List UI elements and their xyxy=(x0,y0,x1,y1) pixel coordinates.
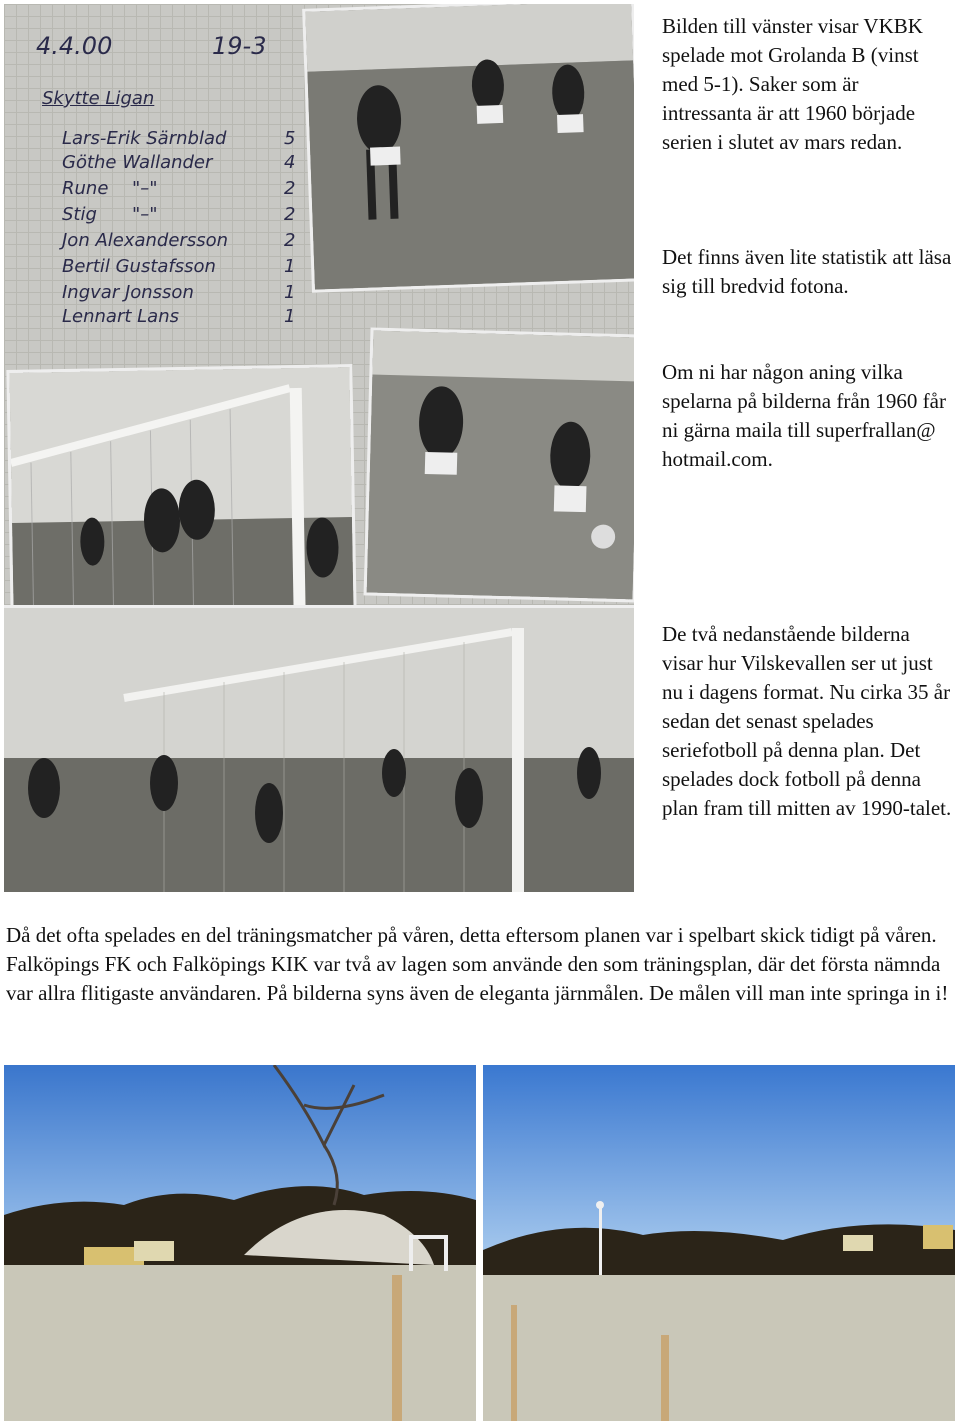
note-row-goals: 2 xyxy=(284,230,296,251)
paragraph-contact-request xyxy=(662,358,952,474)
paragraph-text: De två nedanstående bilderna visar hur Vilskevallen ser ut just nu i dagens format. Nu cirka 35 år sedan det senast spelades seriefotboll på denna plan. Det spelades dock fotboll på denna plan fram till mitten av 1990-talet. xyxy=(662,622,952,820)
photo-frosty-field-right xyxy=(483,1065,955,1421)
note-row-goals: 5 xyxy=(284,128,296,149)
paragraph-text: Om ni har någon aning vilka spelarna på bilderna från 1960 får ni gärna maila till superfrallan@ hotmail.com. xyxy=(662,360,946,471)
paragraph-training-matches: Då det ofta spelades en del träningsmatcher på våren, detta eftersom planen var i spelbart skick tidigt på våren. Falköpings FK och Falköpings KIK var två av lagen som använde den som träningsplan, där det första nämnda var allra flitigaste användaren. På bilderna syns även de eleganta järnmålen. De målen vill man inte springa in i! xyxy=(6,923,949,1005)
note-row-goals: 2 xyxy=(284,204,296,225)
bw-photo-goal-wide xyxy=(4,608,634,892)
note-row-name: Jon Alexandersson xyxy=(62,230,229,251)
note-date: 4.4.00 xyxy=(36,32,113,60)
note-row-name: Bertil Gustafsson xyxy=(62,256,216,277)
note-row-name: Lars-Erik Särnblad xyxy=(62,128,227,149)
bw-photo-kick xyxy=(367,331,634,600)
paragraph-statistics-note xyxy=(662,243,952,301)
note-row-goals: 4 xyxy=(284,152,296,173)
note-row-name: Rune xyxy=(62,178,109,199)
note-row-goals: 1 xyxy=(284,282,296,303)
note-score: 19-3 xyxy=(212,32,267,60)
paragraph-vilskevallen-today xyxy=(662,620,952,823)
note-row-name: Göthe Wallander xyxy=(62,152,213,173)
note-row-goals: 1 xyxy=(284,256,296,277)
note-ditto-mark: "–" xyxy=(132,204,158,225)
note-row-name: Lennart Lans xyxy=(62,306,179,327)
bw-photo-match-action xyxy=(305,4,634,290)
paragraph-text: Det finns även lite statistik att läsa sig till bredvid fotona. xyxy=(662,245,952,298)
scrapbook-page xyxy=(4,4,634,892)
note-ditto-mark: "–" xyxy=(132,178,158,199)
note-row-name: Stig xyxy=(62,204,97,225)
paragraph-match-description xyxy=(662,12,952,157)
paragraph-text: Bilden till vänster visar VKBK spelade mot Grolanda B (vinst med 5-1). Saker som är intressanta är att 1960 började serien i slutet av mars redan. xyxy=(662,14,923,154)
handwritten-stats-note xyxy=(22,24,322,327)
note-row-name: Ingvar Jonsson xyxy=(62,282,194,303)
photo-frosty-field-left xyxy=(4,1065,476,1421)
note-title: Skytte Ligan xyxy=(42,88,155,109)
note-row-goals: 1 xyxy=(284,306,296,327)
note-row-goals: 2 xyxy=(284,178,296,199)
